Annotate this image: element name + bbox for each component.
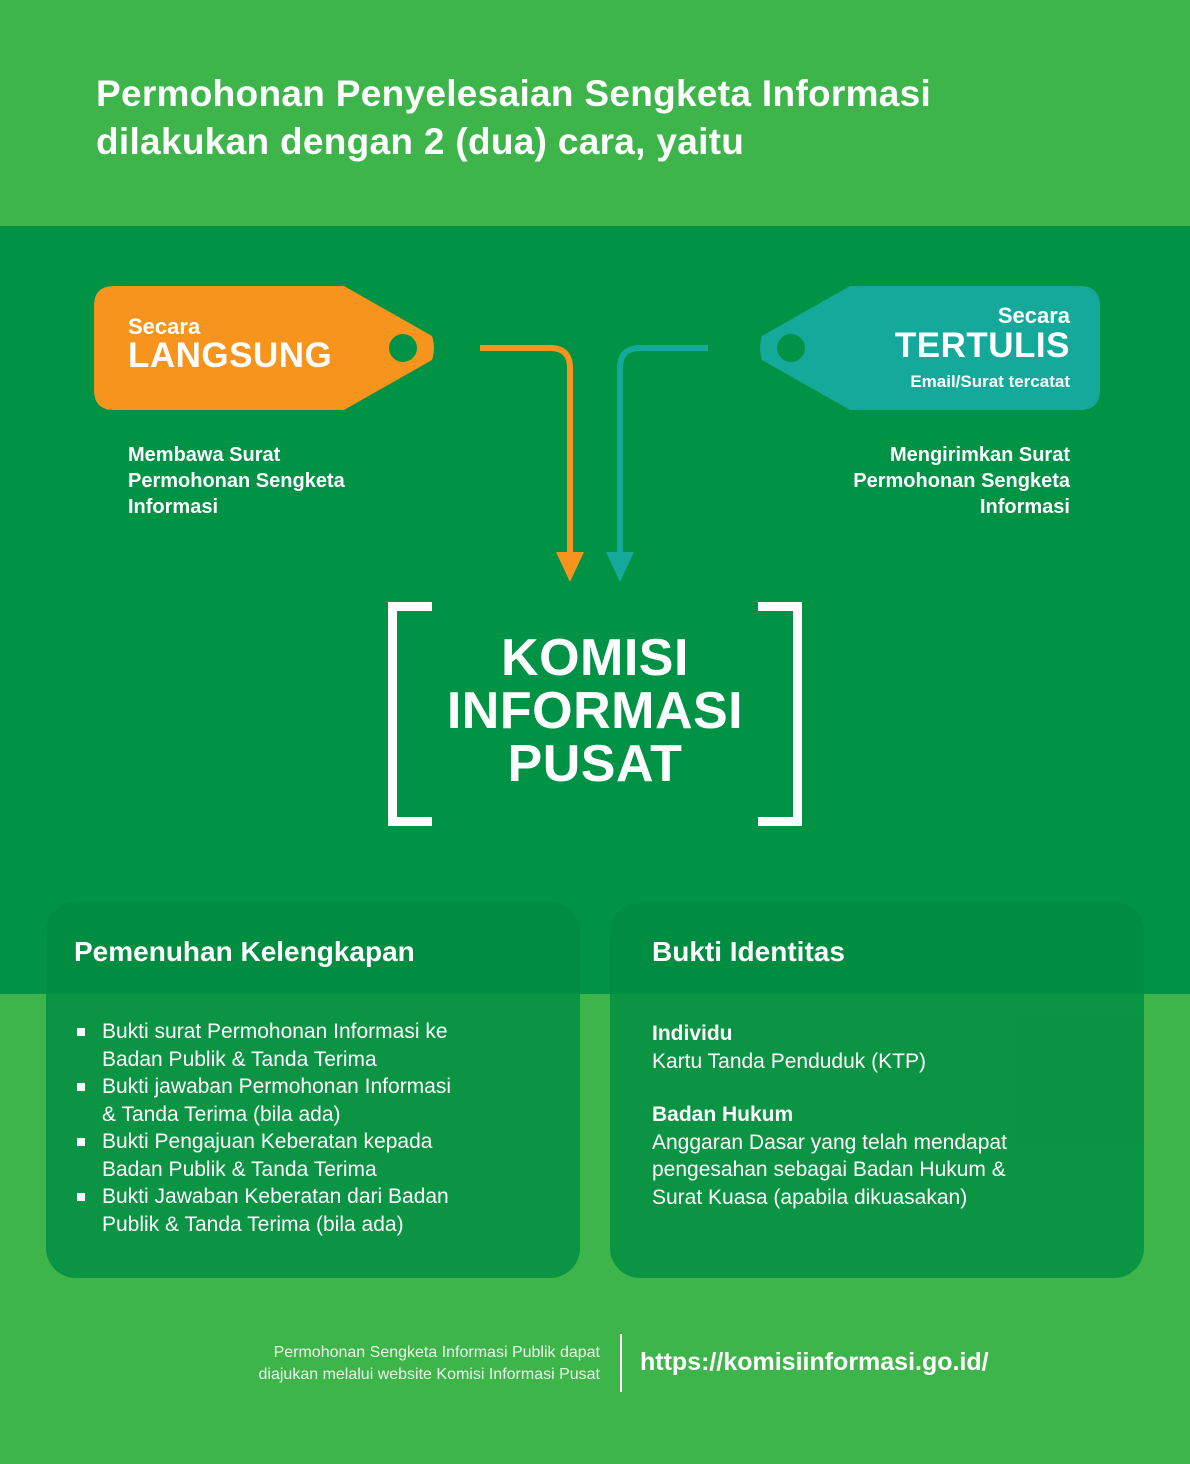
individual-label: Individu (652, 1022, 733, 1045)
destination-block (388, 602, 802, 826)
flow-arrows (470, 336, 720, 586)
footer-note: Permohonan Sengketa Informasi Publik dapat diajukan melalui website Komisi Informasi Pusat (258, 1344, 600, 1383)
bullet-icon (77, 1083, 85, 1091)
requirements-title: Pemenuhan Kelengkapan (74, 936, 415, 967)
bullet-icon (77, 1138, 85, 1146)
requirements-list (74, 1018, 451, 1238)
individual-value: Kartu Tanda Penduduk (KTP) (652, 1049, 926, 1073)
list-item: Bukti jawaban Permohonan Informasi & Tanda Terima (bila ada) (74, 1073, 451, 1128)
bullet-icon (77, 1028, 85, 1036)
identity-details (652, 1020, 1007, 1211)
page-title: Permohonan Penyelesaian Sengketa Informasi dilakukan dengan 2 (dua) cara, yaitu (96, 73, 932, 162)
tag-written-sub: Email/Surat tercatat (910, 372, 1070, 391)
orange-arrow-icon (480, 348, 570, 558)
legal-value-line: pengesahan sebagai Badan Hukum & (652, 1158, 1006, 1181)
website-link[interactable]: https://komisiinformasi.go.id/ (640, 1348, 989, 1376)
direct-description: Membawa Surat Permohonan Sengketa Informasi (128, 444, 345, 518)
identity-card (610, 902, 1144, 1278)
legal-value-line: Anggaran Dasar yang telah mendapat (652, 1130, 1007, 1154)
requirements-card (46, 902, 580, 1278)
footer-divider (620, 1334, 622, 1392)
teal-arrow-icon (620, 348, 708, 558)
list-item: Bukti Jawaban Keberatan dari Badan Publik & Tanda Terima (bila ada) (74, 1183, 451, 1238)
tag-direct (94, 286, 434, 410)
tag-written-label: TERTULIS (894, 326, 1070, 365)
tag-written (760, 286, 1100, 410)
legal-value-line: Surat Kuasa (apabila dikuasakan) (652, 1185, 968, 1209)
written-description: Mengirimkan Surat Permohonan Sengketa Informasi (853, 444, 1070, 518)
tag-written-prefix: Secara (997, 303, 1070, 328)
tag-direct-label: LANGSUNG (128, 336, 333, 375)
tag-direct-prefix: Secara (128, 314, 201, 339)
bullet-icon (77, 1193, 85, 1201)
identity-title: Bukti Identitas (652, 936, 845, 967)
list-item: Bukti Pengajuan Keberatan kepada Badan Publik & Tanda Terima (74, 1128, 451, 1183)
legal-label: Badan Hukum (652, 1103, 794, 1126)
destination-title: KOMISI INFORMASI PUSAT (446, 629, 744, 793)
list-item: Bukti surat Permohonan Informasi ke Badan Publik & Tanda Terima (74, 1018, 451, 1073)
